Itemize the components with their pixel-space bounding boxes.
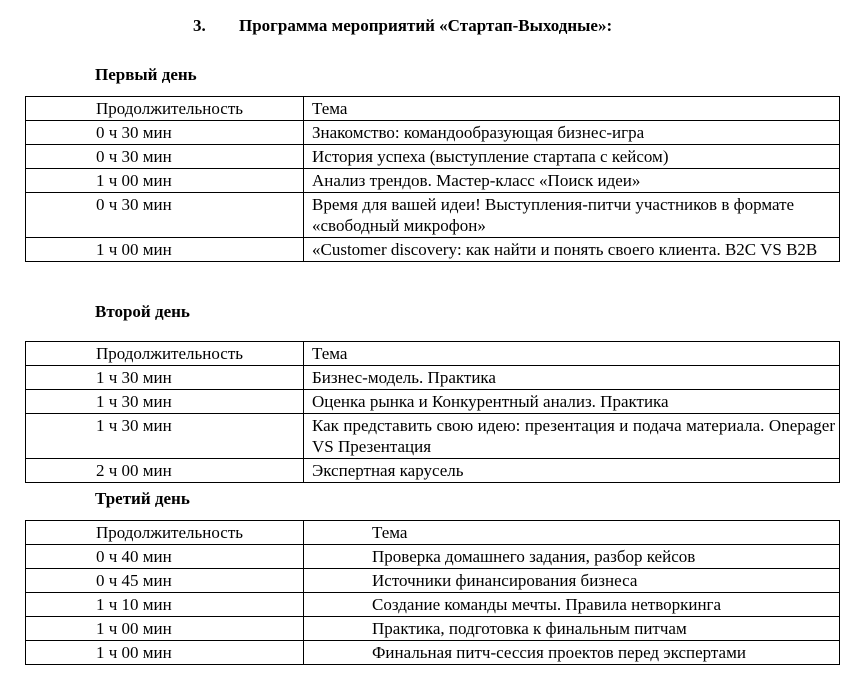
duration-cell: 0 ч 30 мин: [26, 121, 304, 145]
table-header-row: [26, 97, 840, 121]
day-2-table: [25, 341, 840, 483]
topic-cell: Знакомство: командообразующая бизнес-игра: [304, 121, 840, 145]
duration-cell: 1 ч 00 мин: [26, 238, 304, 262]
section-number: 3.: [193, 16, 206, 35]
duration-cell: 1 ч 00 мин: [26, 617, 304, 641]
topic-cell: Бизнес-модель. Практика: [304, 366, 840, 390]
duration-cell: 1 ч 30 мин: [26, 366, 304, 390]
topic-cell: Оценка рынка и Конкурентный анализ. Практика: [304, 390, 840, 414]
topic-cell: Финальная питч-сессия проектов перед экспертами: [304, 641, 840, 665]
duration-cell: 1 ч 30 мин: [26, 390, 304, 414]
duration-cell: 1 ч 00 мин: [26, 641, 304, 665]
topic-cell: История успеха (выступление стартапа с кейсом): [304, 145, 840, 169]
table-row: [26, 169, 840, 193]
table-header-row: [26, 521, 840, 545]
table-row: [26, 641, 840, 665]
day-3-table: [25, 520, 840, 665]
duration-cell: 0 ч 30 мин: [26, 145, 304, 169]
table-row: [26, 617, 840, 641]
table-row: [26, 121, 840, 145]
table-row: [26, 366, 840, 390]
table-row: [26, 238, 840, 262]
duration-cell: 2 ч 00 мин: [26, 459, 304, 483]
duration-cell: 1 ч 10 мин: [26, 593, 304, 617]
header-topic: Тема: [304, 521, 840, 545]
day-1-table: [25, 96, 840, 262]
topic-cell: Анализ трендов. Мастер-класс «Поиск идеи»: [304, 169, 840, 193]
table-row: [26, 569, 840, 593]
topic-cell: Как представить свою идею: презентация и подача материала. Onepager VS Презентация: [304, 414, 840, 459]
table-row: [26, 414, 840, 459]
day-3-title: Третий день: [95, 489, 190, 508]
topic-cell: Практика, подготовка к финальным питчам: [304, 617, 840, 641]
header-topic: Тема: [304, 97, 840, 121]
header-duration: Продолжительность: [26, 521, 304, 545]
topic-cell: Экспертная карусель: [304, 459, 840, 483]
topic-cell: Создание команды мечты. Правила нетворкинга: [304, 593, 840, 617]
duration-cell: 0 ч 30 мин: [26, 193, 304, 238]
table-row: [26, 193, 840, 238]
header-topic: Тема: [304, 342, 840, 366]
duration-cell: 1 ч 30 мин: [26, 414, 304, 459]
table-row: [26, 145, 840, 169]
duration-cell: 0 ч 40 мин: [26, 545, 304, 569]
table-row: [26, 545, 840, 569]
topic-cell: «Customer discovery: как найти и понять своего клиента. B2C VS B2B: [304, 238, 840, 262]
day-2-title: Второй день: [95, 302, 190, 321]
section-title: Программа мероприятий «Стартап-Выходные»:: [239, 16, 613, 35]
header-duration: Продолжительность: [26, 97, 304, 121]
table-row: [26, 459, 840, 483]
topic-cell: Время для вашей идеи! Выступления-питчи участников в формате «свободный микрофон»: [304, 193, 840, 238]
topic-cell: Проверка домашнего задания, разбор кейсов: [304, 545, 840, 569]
duration-cell: 0 ч 45 мин: [26, 569, 304, 593]
topic-cell: Источники финансирования бизнеса: [304, 569, 840, 593]
table-row: [26, 390, 840, 414]
day-1-title: Первый день: [95, 65, 197, 84]
header-duration: Продолжительность: [26, 342, 304, 366]
table-header-row: [26, 342, 840, 366]
duration-cell: 1 ч 00 мин: [26, 169, 304, 193]
table-row: [26, 593, 840, 617]
